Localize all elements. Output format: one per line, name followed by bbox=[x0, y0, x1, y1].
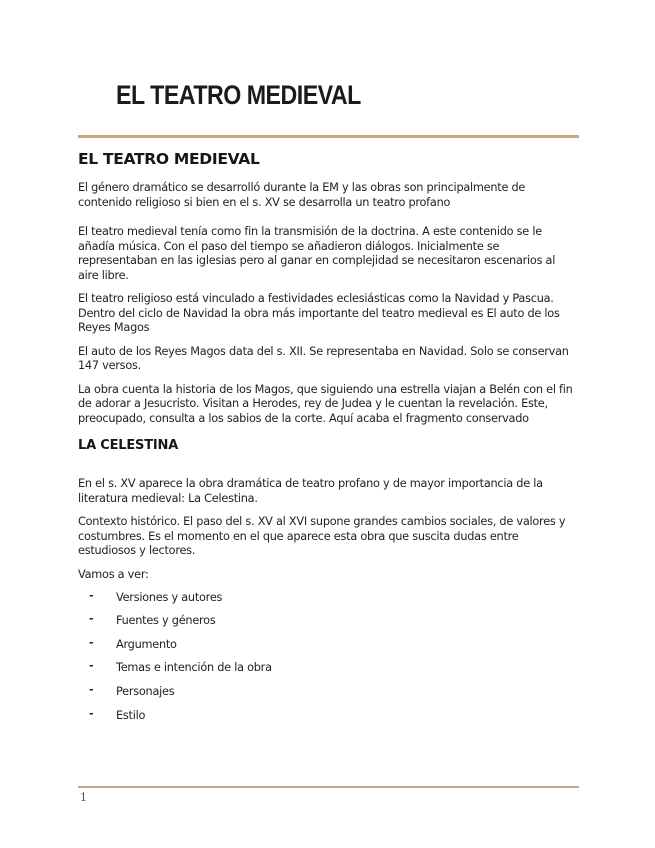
paragraph: Contexto histórico. El paso del s. XV al XVI supone grandes cambios sociales, de valores y costumbres. Es el momento en el que aparece esta obra que suscita dudas entre estudiosos y lectores. bbox=[78, 515, 566, 557]
paragraph: En el s. XV aparece la obra dramática de teatro profano y de mayor importancia de la literatura medieval: La Celestina. bbox=[78, 477, 543, 505]
dash-bullet-icon: - bbox=[89, 635, 94, 649]
dash-bullet-icon: - bbox=[89, 659, 94, 673]
header-divider bbox=[78, 135, 579, 138]
list-item: - Personajes bbox=[89, 682, 175, 698]
topics-list bbox=[78, 591, 578, 723]
section-heading-la-celestina: LA CELESTINA bbox=[78, 438, 179, 453]
paragraph: El género dramático se desarrolló durante la EM y las obras son principalmente de contenido religioso si bien en el s. XV se desarrolla un teatro profano bbox=[78, 181, 526, 209]
list-item: - Fuentes y géneros bbox=[89, 612, 216, 628]
list-item: - Argumento bbox=[89, 635, 177, 651]
paragraph: El auto de los Reyes Magos data del s. XII. Se representaba en Navidad. Solo se conservan 147 versos. bbox=[78, 344, 569, 372]
paragraph: El teatro medieval tenía como fin la transmisión de la doctrina. A este contenido se le añadía música. Con el paso del tiempo se añadieron diálogos. Inicialmente se representaban en las iglesias pero al ganar en complejidad se necesitaron escenarios al aire libre. bbox=[78, 225, 556, 282]
document-title: EL TEATRO MEDIEVAL bbox=[116, 80, 361, 110]
list-item: - Versiones y autores bbox=[89, 589, 223, 604]
section-heading-teatro-medieval: EL TEATRO MEDIEVAL bbox=[78, 150, 260, 168]
list-item: - Temas e intención de la obra bbox=[89, 659, 272, 675]
list-item: - Estilo bbox=[89, 706, 146, 722]
dash-bullet-icon: - bbox=[89, 706, 94, 720]
paragraph: Vamos a ver: bbox=[78, 567, 149, 581]
page-number: 1 bbox=[80, 791, 87, 804]
document-body bbox=[78, 150, 578, 732]
paragraph: La obra cuenta la historia de los Magos, que siguiendo una estrella viajan a Belén con el fin de adorar a Jesucristo. Visitan a Herodes, rey de Judea y le cuentan la revelación. Este, preocupado, consulta a los sabios de la corte. Aquí acaba el fragmento conservado bbox=[78, 382, 573, 425]
dash-bullet-icon: - bbox=[89, 612, 94, 626]
footer-divider bbox=[78, 786, 579, 788]
dash-bullet-icon: - bbox=[89, 589, 94, 602]
dash-bullet-icon: - bbox=[89, 682, 94, 696]
paragraph: El teatro religioso está vinculado a festividades eclesiásticas como la Navidad y Pascua. Dentro del ciclo de Navidad la obra más importante del teatro medieval es El auto de los Reyes Magos bbox=[78, 292, 560, 334]
